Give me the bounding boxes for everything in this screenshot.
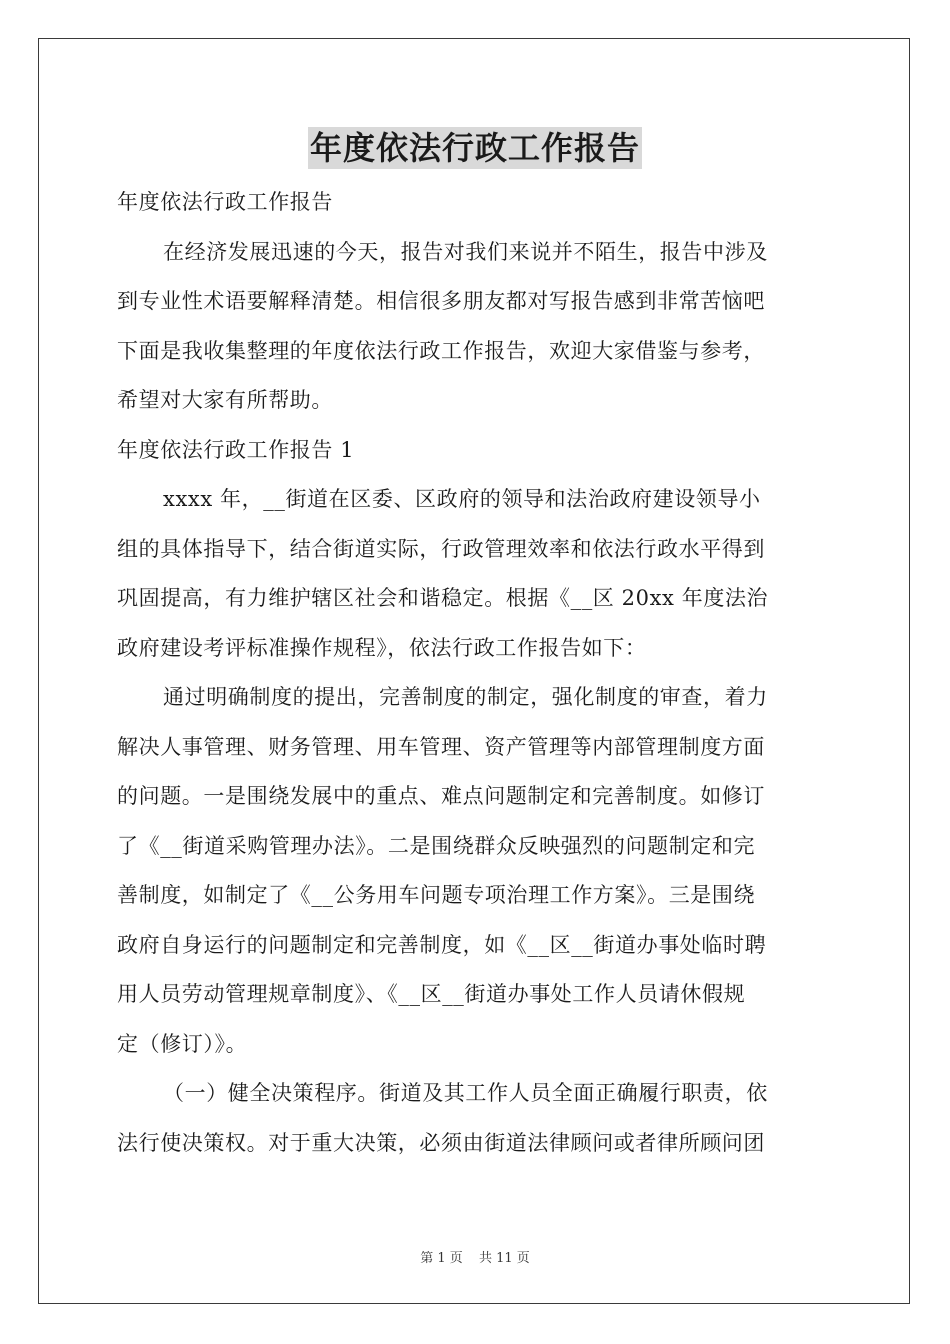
text-line: 希望对大家有所帮助。 [117, 388, 333, 412]
page-number: 第 1 页 [420, 1251, 463, 1266]
text-line: （一）健全决策程序。街道及其工作人员全面正确履行职责，依 [163, 1081, 768, 1105]
text-line: 年度依法行政工作报告 [117, 190, 333, 214]
text-line: 善制度，如制定了《__公务用车问题专项治理工作方案》。三是围绕 [117, 883, 756, 907]
text-line: 年度依法行政工作报告 1 [117, 437, 355, 462]
text-line: 政府自身运行的问题制定和完善制度，如《__区__街道办事处临时聘 [117, 932, 767, 957]
text-line: 了《__街道采购管理办法》。二是围绕群众反映强烈的问题制定和完 [117, 833, 756, 858]
document-title: 年度依法行政工作报告 [309, 129, 640, 167]
page-footer [0, 1247, 950, 1266]
text-line: 解决人事管理、财务管理、用车管理、资产管理等内部管理制度方面 [117, 734, 765, 759]
text-line: 巩固提高，有力维护辖区社会和谐稳定。根据《__区 20xx 年度法治 [117, 586, 769, 610]
text-line: 法行使决策权。对于重大决策，必须由街道法律顾问或者律所顾问团 [117, 1130, 765, 1155]
document-body [117, 178, 833, 1168]
text-line: 通过明确制度的提出，完善制度的制定，强化制度的审查，着力 [163, 685, 768, 709]
text-line: 政府建设考评标准操作规程》，依法行政工作报告如下： [117, 635, 647, 660]
title-container [0, 127, 950, 169]
text-line: 组的具体指导下，结合街道实际，行政管理效率和依法行政水平得到 [117, 536, 765, 561]
text-line: 用人员劳动管理规章制度》、《__区__街道办事处工作人员请休假规 [117, 982, 746, 1006]
text-line: 的问题。一是围绕发展中的重点、难点问题制定和完善制度。如修订 [117, 784, 765, 808]
text-line: xxxx 年，__街道在区委、区政府的领导和法治政府建设领导小 [163, 487, 761, 511]
text-line: 在经济发展迅速的今天，报告对我们来说并不陌生，报告中涉及 [163, 239, 768, 264]
text-line: 到专业性术语要解释清楚。相信很多朋友都对写报告感到非常苦恼吧 [117, 289, 765, 313]
text-line: 定（修订）》。 [117, 1031, 248, 1056]
page-total: 共 11 页 [478, 1251, 530, 1266]
text-line: 下面是我收集整理的年度依法行政工作报告，欢迎大家借鉴与参考， [117, 338, 765, 363]
